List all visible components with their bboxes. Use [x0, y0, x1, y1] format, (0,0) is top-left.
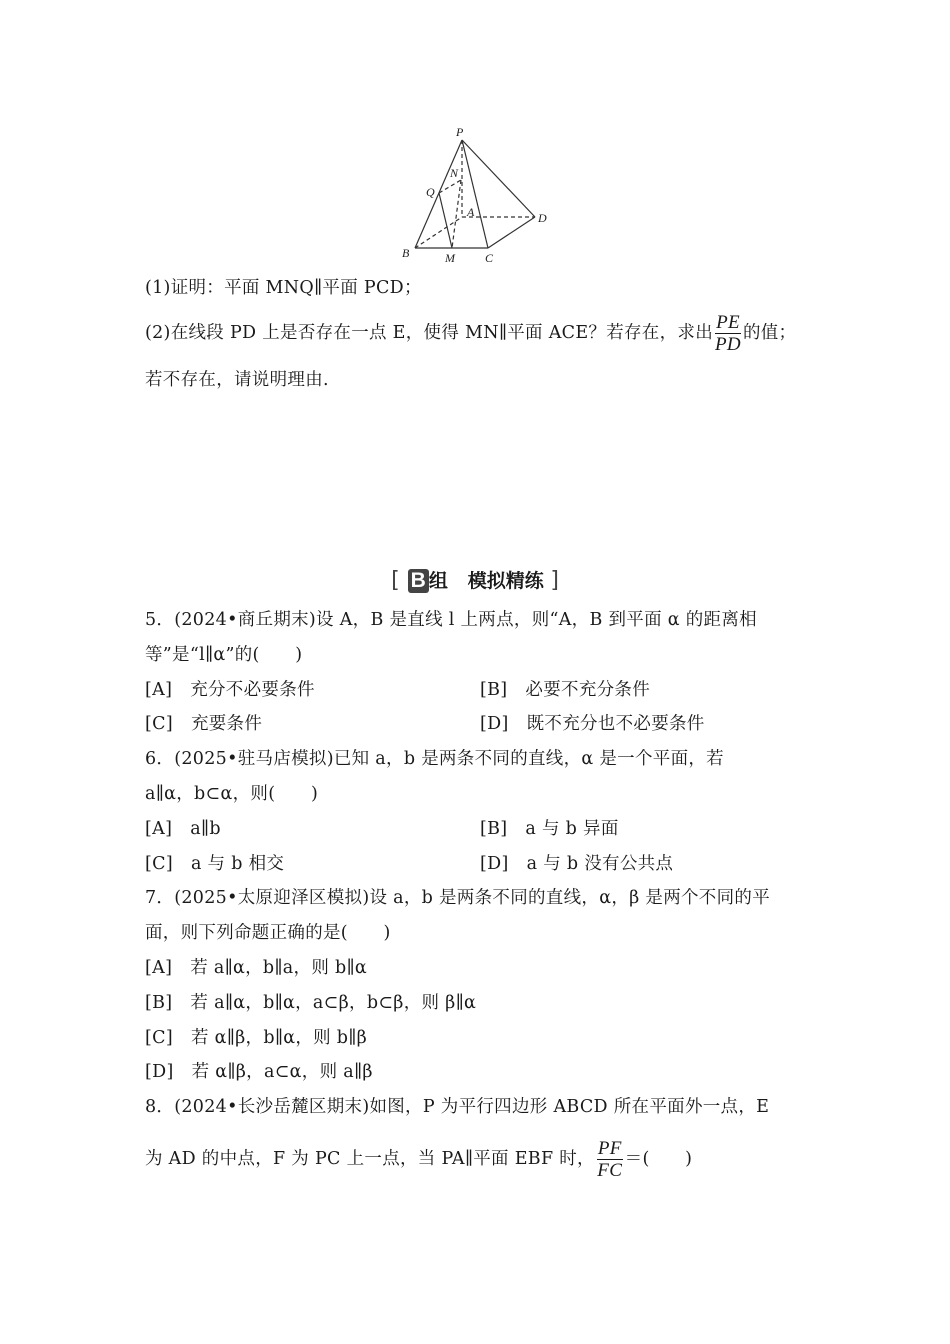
option-label: [D] [480, 854, 509, 874]
option-c [145, 852, 284, 876]
option-d [480, 852, 673, 876]
option-text: a∥b [190, 819, 221, 839]
option-a [145, 678, 315, 702]
option-label: [C] [145, 1028, 173, 1048]
option-text: 充要条件 [190, 714, 263, 734]
label-A: A [467, 205, 475, 219]
label-D: D [538, 211, 547, 225]
option-text: 若 α∥β，b∥α，则 b∥β [190, 1028, 368, 1048]
option-label: [D] [145, 1062, 174, 1082]
frac-num: PE [716, 312, 740, 333]
group-badge: B [408, 569, 429, 593]
option-text: 若 a∥α，b∥α，a⊂β，b⊂β，则 β∥α [190, 993, 477, 1013]
option-label: [A] [145, 819, 173, 839]
option-d [145, 1060, 373, 1084]
option-a [145, 817, 221, 841]
section-heading [0, 566, 950, 593]
option-label: [A] [145, 680, 173, 700]
question-5-line: 5．(2024•商丘期末)设 A，B 是直线 l 上两点，则“A，B 到平面 α 的距离相 [145, 610, 757, 630]
question-5-line: 等”是“l∥α”的( ) [145, 645, 303, 665]
question-part-1: (1)证明：平面 MNQ∥平面 PCD； [145, 278, 422, 298]
question-6-line: a∥α，b⊂α，则( ) [145, 784, 319, 804]
option-text: a 与 b 相交 [190, 854, 285, 874]
option-a [145, 956, 367, 980]
question-8-line: 8．(2024•长沙岳麓区期末)如图，P 为平行四边形 ABCD 所在平面外一点，E [145, 1097, 770, 1117]
label-P: P [456, 125, 464, 139]
option-b [480, 817, 619, 841]
question-8-line-2 [145, 1138, 692, 1181]
frac-num: PF [597, 1138, 622, 1159]
option-c [145, 1026, 367, 1050]
fraction-pf-fc [597, 1138, 623, 1181]
question-part-2-cont: 若不存在，请说明理由. [145, 370, 329, 390]
frac-den: PD [715, 334, 741, 355]
group-label: 组 [428, 570, 448, 592]
option-text: 必要不充分条件 [525, 680, 651, 700]
label-B: B [402, 246, 410, 260]
section-title: 模拟精练 [467, 570, 544, 592]
option-text: 若 a∥α，b∥a，则 b∥α [190, 958, 367, 978]
option-text: 充分不必要条件 [190, 680, 315, 700]
option-d [480, 712, 705, 736]
option-label: [C] [145, 854, 173, 874]
label-M: M [445, 251, 455, 265]
q8-blank: ＝( ) [624, 1149, 693, 1169]
option-text: 若 α∥β，a⊂α，则 a∥β [191, 1062, 373, 1082]
q8-text: 为 AD 的中点，F 为 PC 上一点，当 PA∥平面 EBF 时， [145, 1149, 595, 1169]
option-label: [B] [480, 680, 508, 700]
label-C: C [485, 251, 494, 265]
label-N: N [450, 166, 459, 180]
pyramid-figure [0, 0, 950, 280]
option-label: [B] [480, 819, 508, 839]
question-6-line: 6．(2025•驻马店模拟)已知 a，b 是两条不同的直线，α 是一个平面，若 [145, 749, 724, 769]
part2-text-end: 的值； [742, 323, 797, 343]
option-text: a 与 b 没有公共点 [526, 854, 674, 874]
option-c [145, 712, 262, 736]
fraction-pe-pd [715, 312, 741, 355]
option-b [480, 678, 650, 702]
option-text: a 与 b 异面 [525, 819, 619, 839]
question-7-line: 面，则下列命题正确的是( ) [145, 923, 391, 943]
question-part-2 [145, 312, 796, 355]
option-label: [A] [145, 958, 173, 978]
part2-text: (2)在线段 PD 上是否存在一点 E，使得 MN∥平面 ACE？若存在，求出 [145, 323, 713, 343]
bracket-close: ] [550, 568, 559, 593]
option-label: [B] [145, 993, 173, 1013]
option-text: 既不充分也不必要条件 [526, 714, 705, 734]
bracket-open: [ [391, 568, 400, 593]
option-label: [D] [480, 714, 509, 734]
question-7-line: 7．(2025•太原迎泽区模拟)设 a，b 是两条不同的直线，α，β 是两个不同的平 [145, 888, 771, 908]
label-Q: Q [426, 185, 435, 199]
frac-den: FC [597, 1160, 623, 1181]
option-label: [C] [145, 714, 173, 734]
option-b [145, 991, 476, 1015]
